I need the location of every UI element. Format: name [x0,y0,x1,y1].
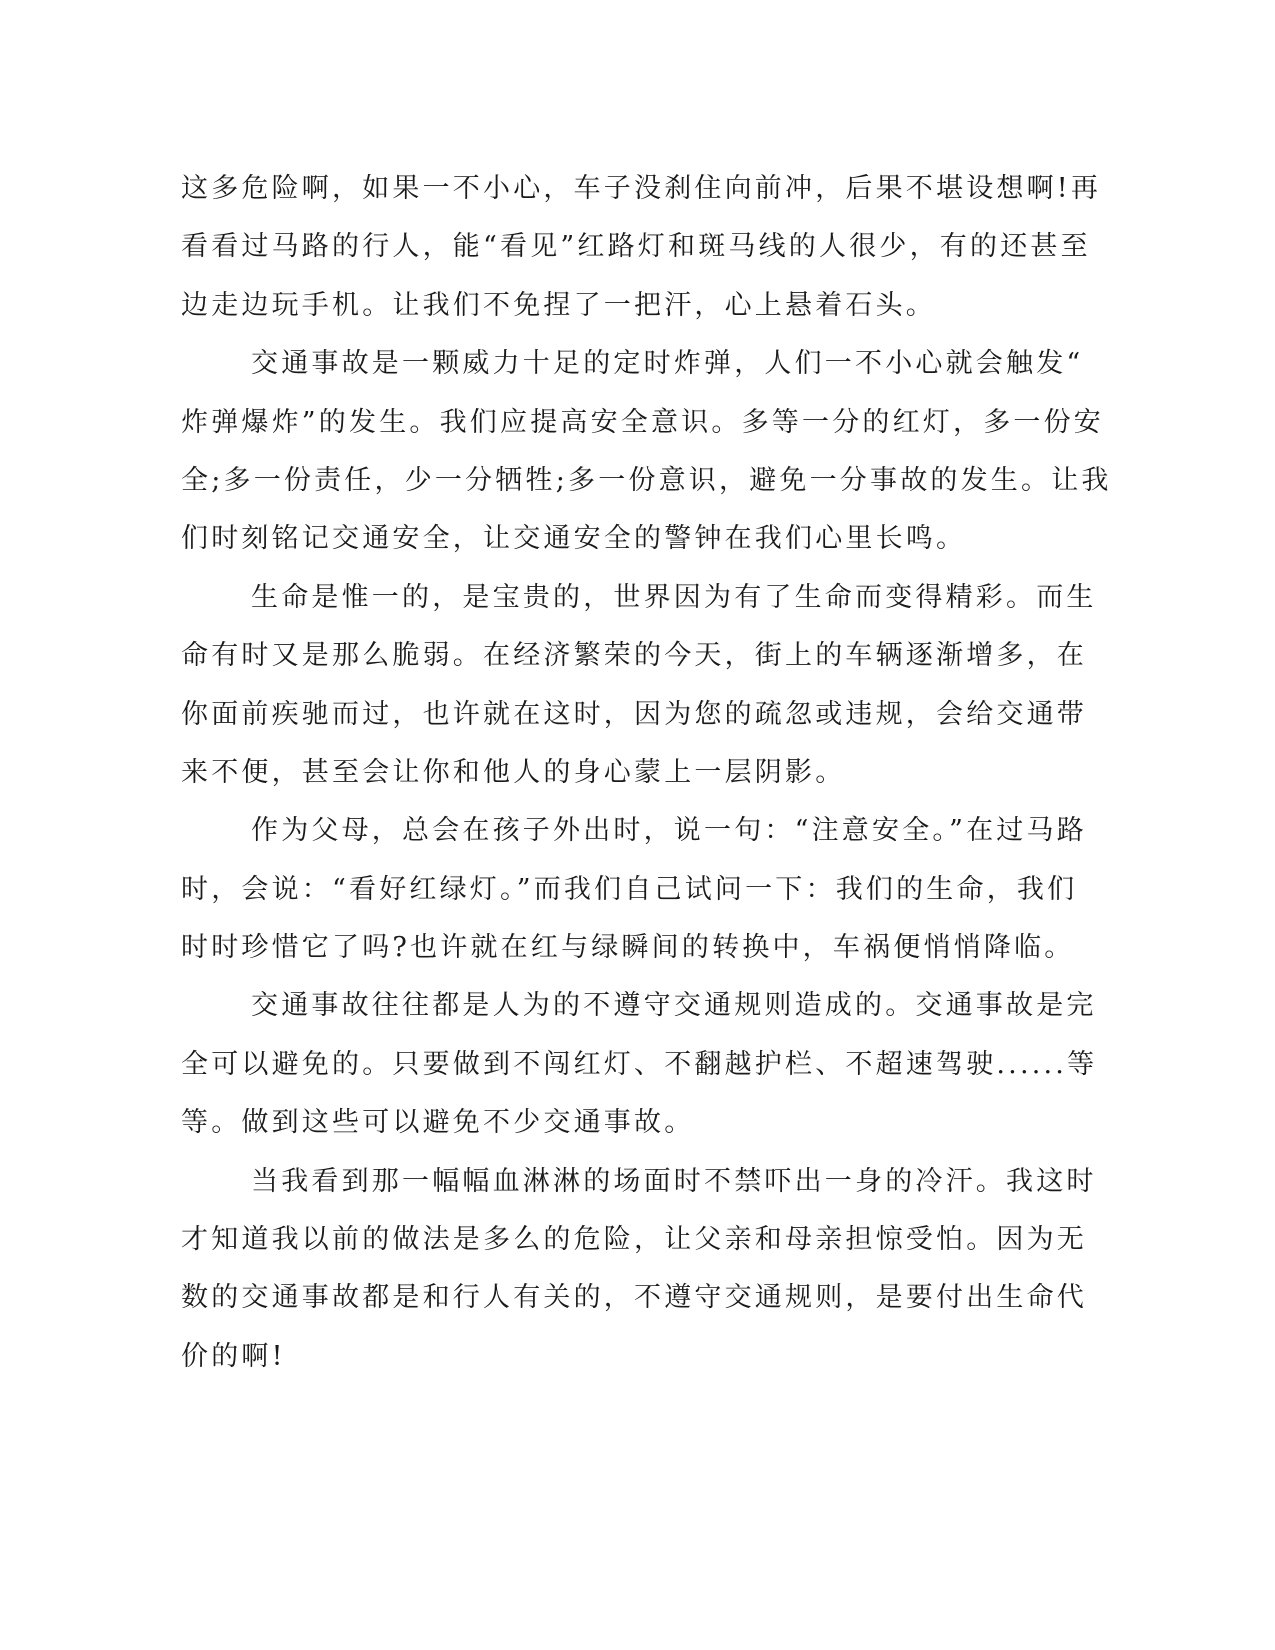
text-line: 生命是惟一的，是宝贵的，世界因为有了生命而变得精彩。而生 [251,581,1097,613]
text-line: 数的交通事故都是和行人有关的，不遵守交通规则，是要付出生命代 [181,1282,1087,1314]
text-line: 才知道我以前的做法是多么的危险，让父亲和母亲担惊受怕。因为无 [181,1224,1087,1256]
paragraph-2 [181,335,1112,569]
paragraph-3 [181,569,1097,803]
text-line: 价的啊! [181,1340,286,1372]
text-line: 全可以避免的。只要做到不闯红灯、不翻越护栏、不超速驾驶......等 [181,1048,1098,1080]
text-line: 来不便，甚至会让你和他人的身心蒙上一层阴影。 [181,756,846,788]
text-line: 时，会说：“看好红绿灯。”而我们自己试问一下：我们的生命，我们 [181,873,1078,905]
text-line: 边走边玩手机。让我们不免捏了一把汗，心上悬着石头。 [181,289,936,321]
paragraph-4 [181,802,1087,977]
document-body [181,160,1112,1386]
text-line: 等。做到这些可以避免不少交通事故。 [181,1107,695,1139]
text-line: 作为父母，总会在孩子外出时，说一句：“注意安全。”在过马路 [251,815,1087,847]
text-line: 你面前疾驰而过，也许就在这时，因为您的疏忽或违规，会给交通带 [181,698,1087,730]
text-line: 当我看到那一幅幅血淋淋的场面时不禁吓出一身的冷汗。我这时 [251,1165,1097,1197]
paragraph-1 [181,160,1102,335]
text-line: 这多危险啊，如果一不小心，车子没刹住向前冲，后果不堪设想啊!再 [181,173,1102,204]
text-line: 全;多一份责任，少一分牺牲;多一份意识，避免一分事故的发生。让我 [181,464,1112,496]
text-line: 时时珍惜它了吗?也许就在红与绿瞬间的转换中，车祸便悄悄降临。 [181,932,1075,964]
text-line: 交通事故往往都是人为的不遵守交通规则造成的。交通事故是完 [251,990,1097,1022]
text-line: 们时刻铭记交通安全，让交通安全的警钟在我们心里长鸣。 [181,523,967,555]
text-line: 炸弹爆炸”的发生。我们应提高安全意识。多等一分的红灯，多一份安 [181,406,1105,438]
text-line: 命有时又是那么脆弱。在经济繁荣的今天，街上的车辆逐渐增多，在 [181,640,1087,672]
text-line: 看看过马路的行人，能“看见”红路灯和斑马线的人很少，有的还甚至 [181,231,1091,263]
paragraph-6 [181,1153,1097,1387]
text-line: 交通事故是一颗威力十足的定时炸弹，人们一不小心就会触发“ [251,348,1084,380]
paragraph-5 [181,977,1098,1152]
